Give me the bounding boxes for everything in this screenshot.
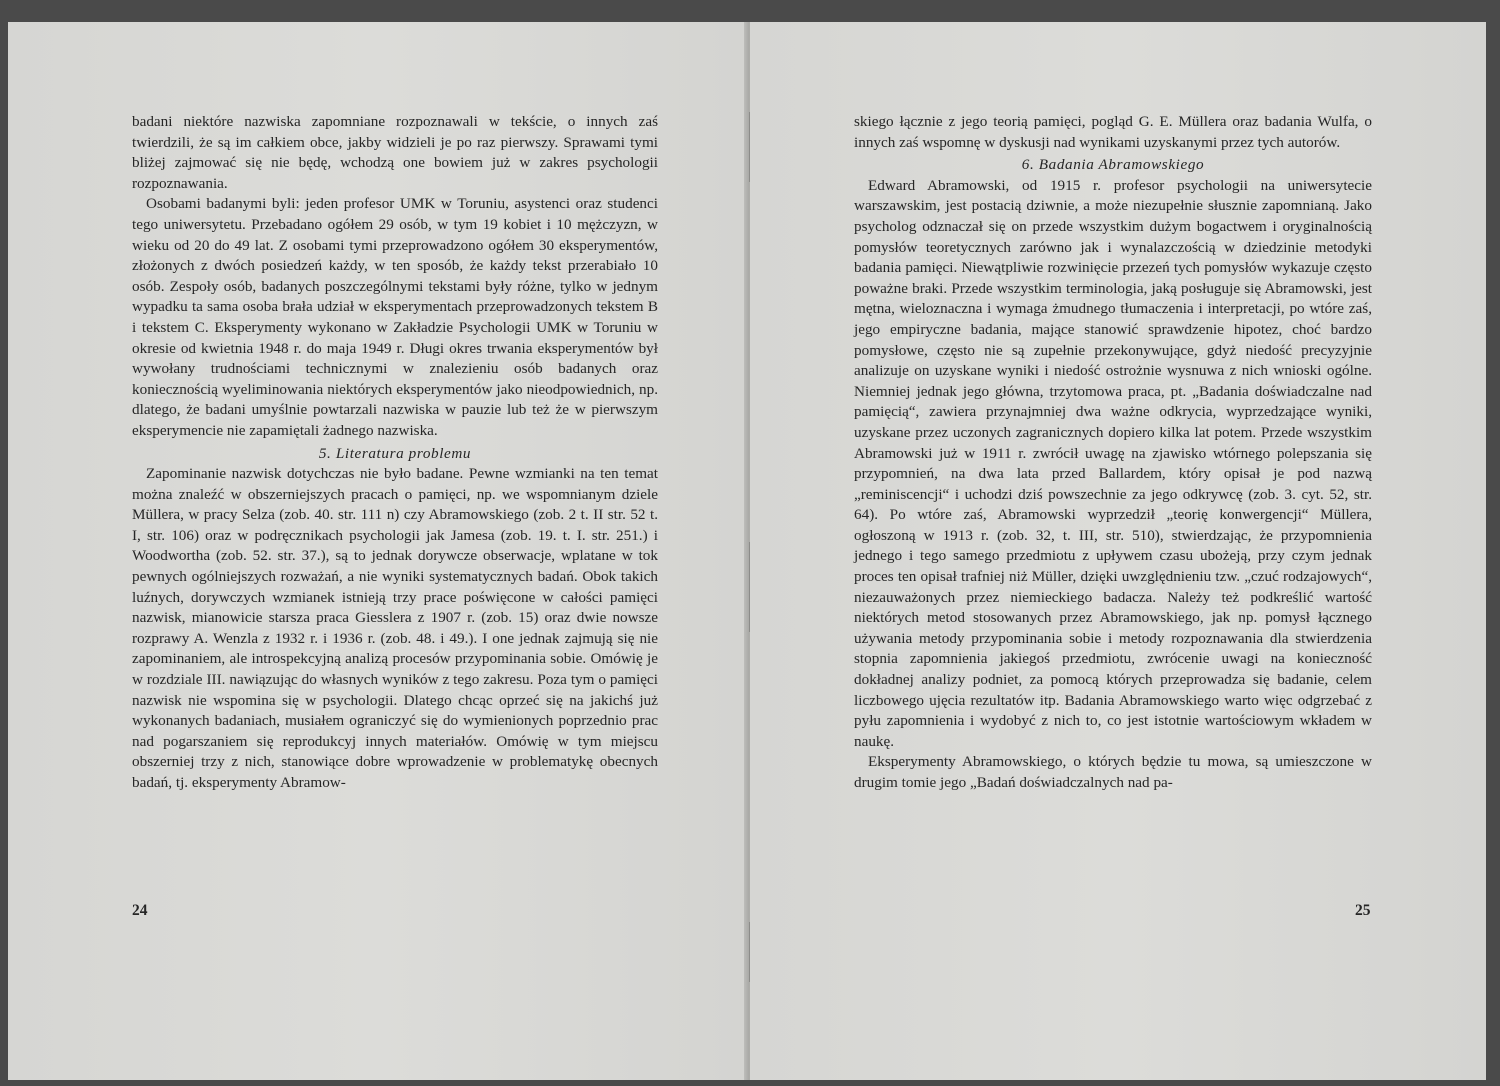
- book-spread: [8, 22, 1486, 1080]
- page-number: 24: [132, 902, 148, 919]
- section-heading: 6. Badania Abramowskiego: [1021, 156, 1205, 174]
- paragraph: Edward Abramowski, od 1915 r. profesor psychologii na uniwersytecie warszawskim, jest postacią dziwnie, a może niezupełnie słusznie zapomnianą. Jako psycholog odznaczał się on przede wszystkim dużym bogactwem i oryginalnością pomysłów teoretycznych zarówno jak i wynalazczością w dziedzinie metodyki badania pamięci. Niewątpliwie rozwinięcie przezeń tych pomysłów wykazuje często poważne braki. Przede wszystkim terminologia, jaką posługuje się Abramowski, jest mętna, wieloznaczna i wymaga żmudnego tłumaczenia i interpretacji, po wtóre zaś, jego empiryczne badania, mające stanowić sprawdzenie hipotez, choć bardzo pomysłowe, często nie są zupełnie przekonywujące, gdyż niedość precyzyjnie analizuje on uzyskane wyniki i niedość ostrożnie wysnuwa z nich wnioski ogólne. Niemniej jednak jego główna, trzytomowa praca, pt. „Badania doświadczalne nad pamięcią“, zawiera przynajmniej dwa ważne odkrycia, wyprzedzające wyniki, uzyskane przez uczonych zagranicznych dopiero kilka lat potem. Przede wszystkim Abramowski już w 1911 r. zwrócił uwagę na zjawisko wtórnego polepszania się przypomnień, na dwa lata przed Ballardem, który opisał je pod nazwą „reminiscencji“ i uchodzi dziś powszechnie za jego odkrywcę (zob. 3. cyt. 52, str. 64). Po wtóre zaś, Abramowski wyprzedził „teorię konwergencji“ Müllera, ogłoszoną w 1913 r. (zob. 32, t. III, str. 510), stwierdzając, że przypomnienia jednego i tego samego przedmiotu z upływem czasu ubożeją, przy czym jednak proces ten opisał trafniej niż Müller, dzięki uwzględnieniu tzw. „czuć rodzajowych“, niezauważonych przez niemieckiego badacza. Należy też podkreślić wartość niektórych metod stosowanych przez Abramowskiego, jak np. pomysł łącznego używania metody przypominania sobie i metody rozpoznawania dla stwierdzenia stopnia zapomnienia jakiegoś przedmiotu, zwrócenie uwagi na konieczność dokładnej analizy podniet, za pomocą których przeprowadza się badanie, celem liczbowego ujęcia rezultatów itp. Badania Abramowskiego warto więc odgrzebać z pyłu zapomnienia i wydobyć z nich to, co jest istotnie wartościowym wkładem w naukę.: [854, 176, 1372, 750]
- left-page-text: [132, 112, 658, 794]
- paragraph: Zapominanie nazwisk dotychczas nie było badane. Pewne wzmianki na ten temat można znaleźć w obszerniejszych pracach o pamięci, np. we wspomnianym dziele Müllera, w pracy Selza (zob. 40. str. 111 n) czy Abramowskiego (zob. 2 t. II str. 52 t. I, str. 106) oraz w podręcznikach psychologii jak Jamesa (zob. 19. t. I. str. 251.) i Woodwortha (zob. 52. str. 37.), są to jednak dorywcze obserwacje, wplatane w tok pewnych ogólniejszych rozważań, a nie wyniki systematycznych badań. Obok takich luźnych, dorywczych wzmianek istnieją trzy prace poświęcone w całości pamięci nazwisk, mianowicie starsza praca Giesslera z 1907 r. (zob. 15) oraz dwie nowsze rozprawy A. Wenzla z 1932 r. i 1936 r. (zob. 48. i 49.). I one jednak zajmują się nie zapominaniem, ale introspekcyjną analizą procesów przypominania sobie. Omówię je w rozdziale III. nawiązując do własnych wyników z tego zakresu. Poza tym o pamięci nazwisk nie wspomina się w psychologii. Dlatego chcąc oprzeć się na jakichś już wykonanych badaniach, musiałem ograniczyć się do wymienionych poprzednio prac nad pogarszaniem się reprodukcyj innych materiałów. Omówię w tym miejscu obszerniej trzy z nich, stanowiące dobre wprowadzenie w problematykę obecnych badań, tj. eksperymenty Abramow-: [132, 465, 658, 791]
- paragraph: Eksperymenty Abramowskiego, o których będzie tu mowa, są umieszczone w drugim tomie jego „Badań doświadczalnych nad pa-: [854, 753, 1372, 791]
- paragraph: Osobami badanymi byli: jeden profesor UMK w Toruniu, asystenci oraz studenci tego uniwersytetu. Przebadano ogółem 29 osób, w tym 19 kobiet i 10 mężczyzn, w wieku od 20 do 49 lat. Z osobami tymi przeprowadzono ogółem 30 eksperymentów, złożonych z dwóch posiedzeń każdy, w ten sposób, że każdy tekst przerabiało 10 osób. Zespoły osób, badanych poszczególnymi tekstami były różne, tylko w jednym wypadku ta sama osoba brała udział w eksperymentach przeprowadzonych tekstem B i tekstem C. Eksperymenty wykonano w Zakładzie Psychologii UMK w Toruniu w okresie od kwietnia 1948 r. do maja 1949 r. Długi okres trwania eksperymentów był wywołany trudnościami technicznymi w znalezieniu osób badanych oraz koniecznością wyeliminowania niektórych eksperymentów jako nieodpowiednich, np. dlatego, że badani umyślnie powtarzali nazwiska w pauzie lub też że w pierwszym eksperymencie nie zapamiętali żadnego nazwiska.: [132, 195, 658, 439]
- paragraph: badani niektóre nazwiska zapomniane rozpoznawali w tekście, o innych zaś twierdzili, że są im całkiem obce, jakby widzieli je po raz pierwszy. Sprawami tymi bliżej zajmować się nie będę, wchodzą one bowiem już w zakres psychologii rozpoznawania.: [132, 113, 658, 192]
- right-page-text: [854, 112, 1372, 794]
- section-heading: 5. Literatura problemu: [318, 444, 472, 462]
- right-page: [750, 22, 1486, 1080]
- left-page: [8, 22, 746, 1080]
- paragraph: skiego łącznie z jego teorią pamięci, pogląd G. E. Müllera oraz badania Wulfa, o innych zaś wspomnę w dyskusji nad wynikami uzyskanymi przez tych autorów.: [854, 113, 1372, 151]
- page-number: 25: [1355, 902, 1371, 919]
